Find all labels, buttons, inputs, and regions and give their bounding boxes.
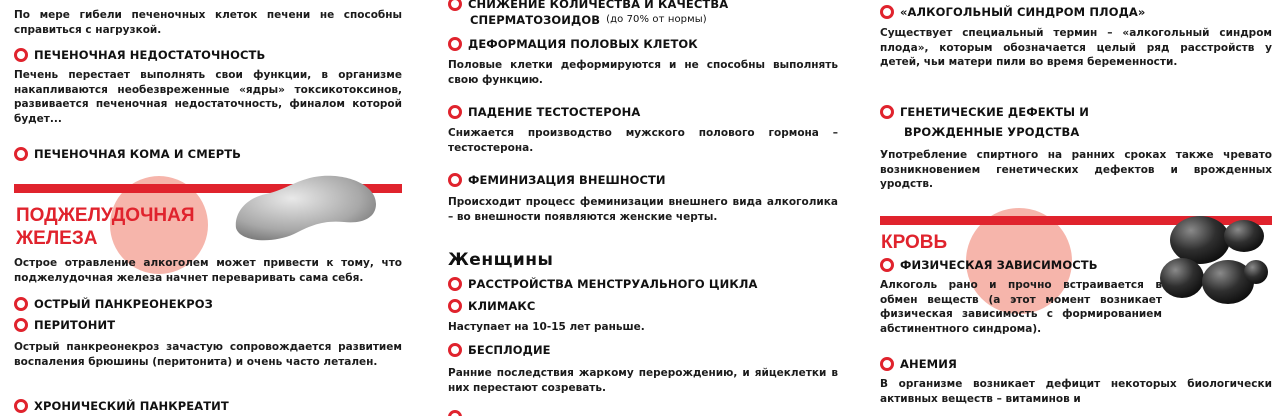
red-bullet-icon [14,399,28,413]
heading-liver-coma: ПЕЧЕНОЧНАЯ КОМА И СМЕРТЬ [14,146,402,162]
heading-pancreonecrosis: ОСТРЫЙ ПАНКРЕОНЕКРОЗ [14,296,402,312]
pancreas-section-title-line1: ПОДЖЕЛУДОЧНАЯ [16,205,195,226]
heading-liver-insufficiency: ПЕЧЕНОЧНАЯ НЕДОСТАТОЧНОСТЬ [14,47,402,63]
anemia-text: В организме возникает дефицит некоторых биологически активных веществ – витаминов и [880,378,1272,405]
liver-intro-text: По мере гибели печеночных клеток печени не способны справиться с нагрузкой. [14,9,402,36]
pancreas-illustration-icon [226,168,386,244]
pancreas-section-title-line2: ЖЕЛЕЗА [16,228,98,249]
pancreas-intro-text: Острое отравление алкоголем может привести к тому, что поджелудочная железа начнет переваривать сама себя. [14,257,402,284]
liver-insufficiency-text: Печень перестает выполнять свои функции, в организме накапливаются необезвреженные «ядры» токсикотоксинов, развивается печеночная недостаточность, финалом которой будет... [14,69,402,125]
column-reproductive [448,0,838,416]
red-bullet-icon [880,105,894,119]
heading-cell-deformation: ДЕФОРМАЦИЯ ПОЛОВЫХ КЛЕТОК [448,36,838,52]
red-bullet-icon [14,297,28,311]
heading-sperm-quality: СНИЖЕНИЕ КОЛИЧЕСТВА И КАЧЕСТВА [448,0,838,12]
heading-feminization: ФЕМИНИЗАЦИЯ ВНЕШНОСТИ [448,172,838,188]
red-bullet-icon [14,147,28,161]
heading-menstrual-disorders: РАССТРОЙСТВА МЕНСТРУАЛЬНОГО ЦИКЛА [448,276,838,292]
infertility-text: Ранние последствия жаркому перерождению, и яйцеклетки в них перестают созревать. [448,367,838,394]
red-bullet-icon-cut [448,406,462,416]
column-fetal-blood [880,0,1272,416]
red-bullet-icon [448,173,462,187]
heading-anemia: АНЕМИЯ [880,356,1272,372]
heading-physical-dependence: ФИЗИЧЕСКАЯ ЗАВИСИМОСТЬ [880,257,1272,273]
heading-sperm-quality-line2: СПЕРМАТОЗОИДОВ (до 70% от нормы) [470,13,707,27]
physical-dependence-text: Алкоголь рано и прочно встраивается в обмен веществ (а этот момент возникает физическая зависимость с формированием абстинентного синдрома). [880,279,1162,335]
red-bullet-icon [880,357,894,371]
red-bullet-icon [14,318,28,332]
heading-genetic-defects: ГЕНЕТИЧЕСКИЕ ДЕФЕКТЫ И [880,104,1272,120]
genetic-defects-text: Употребление спиртного на ранних сроках также чревато возникновением генетических дефектов и врожденных уродств. [880,149,1272,190]
red-bullet-icon [448,105,462,119]
red-bullet-icon [448,299,462,313]
peritonitis-text: Острый панкреонекроз зачастую сопровождается развитием воспаления брюшины (перитонита) и очень часто летален. [14,341,402,368]
cell-deformation-text: Половые клетки деформируются и не способны выполнять свою функцию. [448,59,838,86]
blood-section-title: КРОВЬ [881,232,948,253]
red-bullet-icon [448,343,462,357]
heading-climax: КЛИМАКС [448,298,838,314]
heading-genetic-defects-line2: ВРОЖДЕННЫЕ УРОДСТВА [904,125,1080,139]
women-section-title: Женщины [448,250,554,270]
column-liver-pancreas [14,0,402,416]
heading-infertility: БЕСПЛОДИЕ [448,342,838,358]
heading-chronic-pancreatitis: ХРОНИЧЕСКИЙ ПАНКРЕАТИТ [14,398,402,414]
feminization-text: Происходит процесс феминизации внешнего вида алкоголика – во внешности появляются женские черты. [448,196,838,223]
heading-testosterone: ПАДЕНИЕ ТЕСТОСТЕРОНА [448,104,838,120]
heading-fetal-syndrome: «АЛКОГОЛЬНЫЙ СИНДРОМ ПЛОДА» [880,4,1272,20]
red-bullet-icon [448,277,462,291]
red-bullet-icon [880,5,894,19]
climax-text: Наступает на 10-15 лет раньше. [448,321,645,333]
heading-peritonitis: ПЕРИТОНИТ [14,317,402,333]
red-bullet-icon [14,48,28,62]
red-bullet-icon [880,258,894,272]
red-bullet-icon [448,0,462,11]
testosterone-text: Снижается производство мужского полового гормона – тестостерона. [448,127,838,154]
red-bullet-icon [448,37,462,51]
fetal-syndrome-text: Существует специальный термин – «алкогольный синдром плода», которым обозначается целый ряд расстройств у детей, чьи матери пили во время беременности. [880,27,1272,68]
